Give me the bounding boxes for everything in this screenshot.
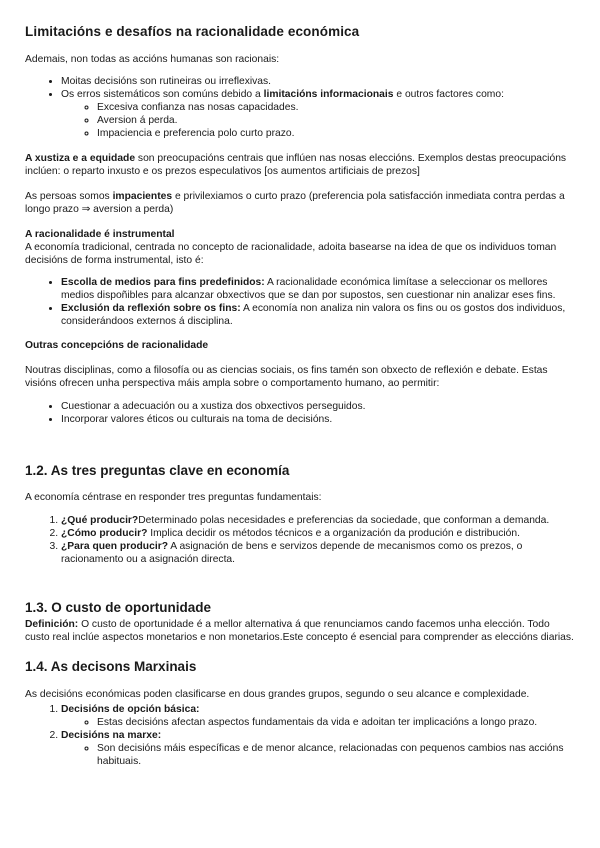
document-page: [25, 24, 575, 768]
list-item: 1. Decisións de opción básica: ◦ Estas decisións afectan aspectos fundamentais da vida e adoitan ter implicacións a longo prazo.: [61, 703, 575, 729]
section-title-three-questions: 1.2. As tres preguntas clave en economía: [25, 463, 290, 478]
list-item: ◦ Aversion á perda.: [97, 114, 575, 127]
three-questions-intro: A economía céntrase en responder tres preguntas fundamentais:: [25, 492, 322, 503]
list-item: • Cuestionar a adecuación ou a xustiza dos obxectivos perseguidos.: [61, 400, 575, 413]
instrumental-list: [25, 276, 575, 328]
list-item: • Exclusión da reflexión sobre os fins: A economía non analiza nin valora os fins ou os gostos dos individuos, considerándoos externos á disciplina.: [61, 302, 575, 328]
list-item: 3. ¿Para quen producir? A asignación de bens e servizos depende de mecanismos como os prezos, o racionamento ou a asignación directa.: [61, 540, 575, 566]
three-questions-list: [25, 514, 575, 566]
impatience-paragraph: As persoas somos impacientes e privilexiamos o curto prazo (preferencia pola satisfacción inmediata contra perdas a longo prazo ⇒ aversion a perda): [25, 191, 565, 215]
section-title-limitations: Limitacións e desafíos na racionalidade económica: [25, 24, 360, 39]
opportunity-cost-definition: Definición: O custo de oportunidade é a mellor alternativa á que renunciamos cando facemos unha elección. Todo custo real inclúe aspectos monetarios e non monetarios.Este concepto é esencial para comprender as eleccións diarias.: [25, 619, 574, 643]
justice-paragraph: A xustiza e a equidade son preocupacións centrais que inflúen nas nosas eleccións. Exemplos destas preocupacións inclúen: o reparto inxusto e os prezos especulativos [os aumentos artificiais de prezos]: [25, 153, 567, 177]
other-conceptions-list: [25, 400, 575, 426]
list-item: • Escolla de medios para fins predefinidos: A racionalidade económica limítase a seleccionar os mellores medios dispoñibles para alcanzar obxectivos que se dan por supostos, sen cuestionar nin analizar eses fins.: [61, 276, 575, 302]
subheading-instrumental: A racionalidade é instrumental: [25, 229, 175, 240]
list-item: 2. Decisións na marxe: ◦ Son decisións máis específicas e de menor alcance, relacionadas con pequenos cambios nas accións habituais.: [61, 729, 575, 768]
intro-paragraph: Ademais, non todas as accións humanas son racionais:: [25, 54, 280, 65]
list-item: ◦ Impaciencia e preferencia polo curto prazo.: [97, 127, 575, 140]
marginal-decisions-intro: As decisións económicas poden clasificarse en dous grandes grupos, segundo o seu alcance e complexidade.: [25, 689, 530, 700]
decision-sublist: [61, 742, 575, 768]
decision-sublist: [61, 716, 575, 729]
limitations-list: [25, 75, 575, 140]
list-item: ◦ Excesiva confianza nas nosas capacidades.: [97, 101, 575, 114]
subheading-other-conceptions: Outras concepcións de racionalidade: [25, 340, 209, 351]
section-title-opportunity-cost: 1.3. O custo de oportunidade: [25, 600, 212, 615]
list-item: • Incorporar valores éticos ou culturais na toma de decisións.: [61, 413, 575, 426]
section-title-marginal-decisions: 1.4. As decisons Marxinais: [25, 659, 197, 674]
other-disciplines-paragraph: Noutras disciplinas, como a filosofía ou as ciencias sociais, os fins tamén son obxecto de reflexión e debate. Estas visións ofrecen unha perspectiva máis ampla sobre o comportamento humano, ao permitir:: [25, 365, 548, 389]
instrumental-paragraph: A economía tradicional, centrada no concepto de racionalidade, adoita basearse na idea de que os individuos toman decisións de forma instrumental, isto é:: [25, 242, 557, 266]
list-item: 1. ¿Qué producir?Determinado polas necesidades e preferencias da sociedade, que conforman a demanda.: [61, 514, 575, 527]
list-item: ◦ Estas decisións afectan aspectos fundamentais da vida e adoitan ter implicacións a longo prazo.: [97, 716, 575, 729]
list-item: • Moitas decisións son rutineiras ou irreflexivas.: [61, 75, 575, 88]
factors-sublist: [61, 101, 575, 140]
list-item: 2. ¿Cómo producir? Implica decidir os métodos técnicos e a organización da produción e distribución.: [61, 527, 575, 540]
list-item: ◦ Son decisións máis específicas e de menor alcance, relacionadas con pequenos cambios nas accións habituais.: [97, 742, 575, 768]
list-item: • Os erros sistemáticos son comúns debido a limitacións informacionais e outros factores como: ◦ Excesiva confianza nas nosas capacidades. ◦ Aversion á perda. ◦ Impaciencia e preferencia polo curto prazo.: [61, 88, 575, 140]
decision-types-list: [25, 703, 575, 768]
